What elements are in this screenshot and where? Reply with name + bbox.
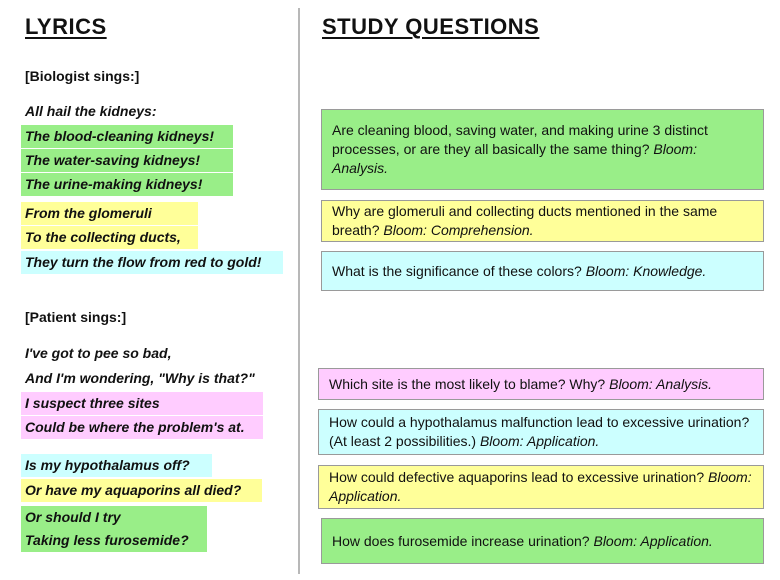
- lyric-line: The urine-making kidneys!: [21, 173, 233, 196]
- patient-label: [Patient sings:]: [25, 309, 127, 325]
- lyric-line: From the glomeruli: [21, 202, 198, 225]
- lyric-line: To the collecting ducts,: [21, 226, 198, 249]
- lyric-line: The water-saving kidneys!: [21, 149, 233, 172]
- study-questions-heading: STUDY QUESTIONS: [322, 14, 540, 39]
- lyric-line: Taking less furosemide?: [21, 529, 207, 552]
- lyric-line: I've got to pee so bad,: [25, 345, 172, 361]
- question-text: Which site is the most likely to blame? Why?: [329, 375, 606, 392]
- question-text: Are cleaning blood, saving water, and making urine 3 distinct processes, or are they all basically the same thing?: [332, 122, 708, 157]
- column-divider: [298, 8, 300, 574]
- lyric-line: The blood-cleaning kidneys!: [21, 125, 233, 148]
- bloom-level: Bloom: Analysis.: [609, 375, 713, 392]
- study-question-box: [318, 465, 764, 509]
- lyric-line: All hail the kidneys:: [25, 103, 157, 119]
- biologist-label: [Biologist sings:]: [25, 68, 140, 84]
- study-question-box: [321, 200, 764, 242]
- study-question-box: [318, 368, 764, 400]
- question-text: How could defective aquaporins lead to excessive urination?: [329, 469, 705, 485]
- bloom-level: Bloom: Application.: [329, 469, 752, 504]
- lyric-line: Could be where the problem's at.: [21, 416, 263, 439]
- lyric-line: Or should I try: [21, 506, 207, 529]
- bloom-level: Bloom: Comprehension.: [383, 222, 534, 238]
- question-text: What is the significance of these colors?: [332, 262, 582, 279]
- bloom-level: Bloom: Knowledge.: [585, 262, 707, 279]
- study-question-box: [321, 518, 764, 564]
- question-text: How does furosemide increase urination?: [332, 532, 590, 549]
- lyric-line: Is my hypothalamus off?: [21, 454, 212, 477]
- lyric-line: I suspect three sites: [21, 392, 263, 415]
- question-text: How could a hypothalamus malfunction lead to excessive urination? (At least 2 possibilities.): [329, 414, 750, 449]
- study-question-box: [318, 409, 764, 455]
- question-text: Why are glomeruli and collecting ducts mentioned in the same breath?: [332, 203, 718, 238]
- bloom-level: Bloom: Application.: [479, 433, 600, 449]
- lyric-line: They turn the flow from red to gold!: [21, 251, 283, 274]
- study-question-box: [321, 251, 764, 291]
- bloom-level: Bloom: Analysis.: [332, 141, 697, 176]
- lyric-line: Or have my aquaporins all died?: [21, 479, 262, 502]
- lyrics-heading: LYRICS: [25, 14, 107, 39]
- bloom-level: Bloom: Application.: [593, 532, 713, 549]
- lyric-line: And I'm wondering, "Why is that?": [25, 370, 255, 386]
- study-question-box: [321, 109, 764, 190]
